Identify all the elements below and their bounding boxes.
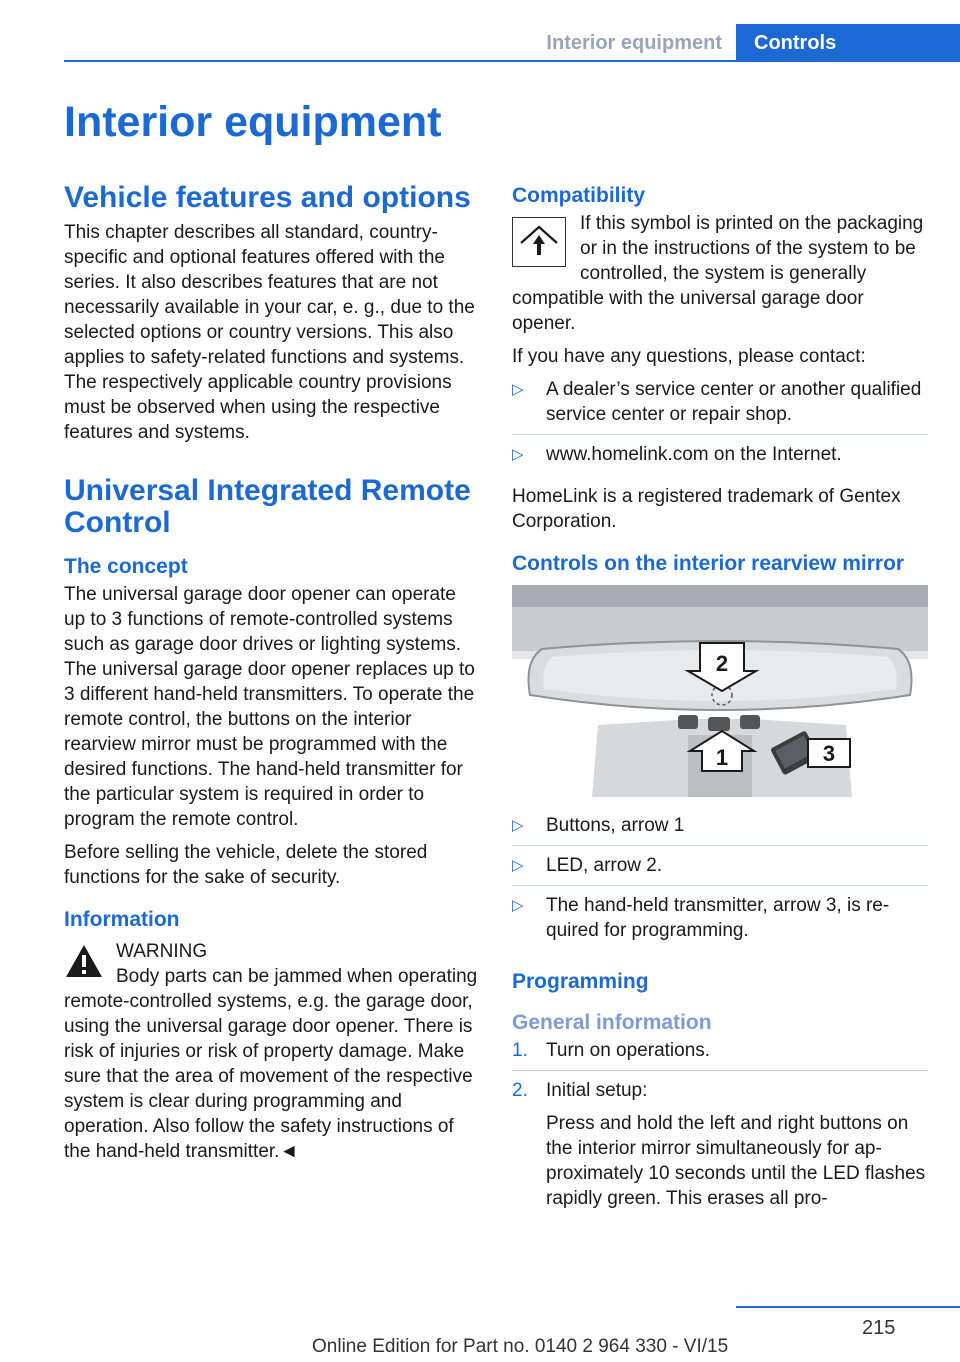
contact-text: If you have any questions, please contact:: [512, 346, 866, 367]
footer-rule: [736, 1306, 960, 1308]
controls-heading: Controls on the interior rearview mirror: [512, 552, 905, 575]
vehicle-features-text: This chapter describes all standard, country-specific and optional features offered with the series. It also describes features that are not necessarily available in your car, e. g., due to the selected options or country versions. This also applies to safety-related functions and systems. The respectively applicable country provisions must be observed when using the respective features and systems.: [64, 222, 475, 443]
compatibility-text: If this symbol is printed on the packaging or in the instructions of the system to be controlled, the system is generally compatible with the universal garage door opener.: [512, 213, 924, 334]
warning-label: WARNING: [116, 941, 208, 962]
vehicle-features-heading: Vehicle features and options: [64, 181, 471, 214]
triangle-bullet-icon: ▷: [512, 381, 524, 398]
triangle-bullet-icon: ▷: [512, 446, 524, 463]
compatibility-heading: Compatibility: [512, 184, 646, 207]
triangle-bullet-icon: ▷: [512, 857, 524, 874]
homelink-house-icon: [512, 217, 566, 267]
right-column: [512, 182, 928, 1225]
selling-text: Before selling the vehicle, delete the stored functions for the sake of security.: [64, 842, 428, 888]
concept-text: The universal garage door opener can operate up to 3 functions of remote-controlled systems such as garage door drives or lighting systems. The universal garage door opener replaces up to 3 different hand-held transmitters. To operate the remote control, the buttons on the interior rearview mirror must be programmed with the desired functions. The hand-held transmitter for the particular system is required in order to program the remote control.: [64, 584, 475, 830]
chapter-title: Interior equipment: [64, 98, 442, 146]
warning-block: [64, 939, 480, 1164]
trademark-text: HomeLink is a registered trademark of Gentex Corporation.: [512, 486, 901, 532]
list-item: 1. Turn on operations.: [512, 1038, 928, 1071]
controls-list: [512, 813, 928, 950]
concept-heading: The concept: [64, 555, 188, 578]
header-rule: [64, 60, 960, 62]
warning-triangle-icon: [64, 943, 104, 979]
steps-list: [512, 1038, 928, 1218]
edition-text: Online Edition for Part no. 0140 2 964 330 - VI/15: [312, 1336, 729, 1357]
list-item: ▷ LED, arrow 2.: [512, 853, 928, 886]
page-number: 215: [862, 1317, 896, 1339]
rearview-mirror-figure: [512, 585, 928, 797]
list-item: ▷ www.homelink.com on the Internet.: [512, 444, 842, 465]
figure-label-2: 2: [715, 651, 729, 676]
programming-heading: Programming: [512, 970, 649, 993]
list-item: ▷ The hand-held transmitter, arrow 3, is required for programming.: [512, 895, 890, 941]
general-information-heading: General information: [512, 1011, 712, 1034]
list-item: 2. Initial setup: Press and hold the left and right buttons on the interior mirror simultaneously for approximately 10 seconds until the LED flashes rapidly green. This erases all pro-: [512, 1078, 928, 1218]
step-detail: Press and hold the left and right buttons on the interior mirror simultaneously for approximately 10 seconds until the LED flashes rapidly green. This erases all pro-: [546, 1113, 926, 1209]
warning-text: Body parts can be jammed when operating remote-controlled systems, e.g. the garage door, using the universal garage door opener. There is risk of injuries or risk of property damage. Make sure that the area of movement of the respective system is clear during programming and operation. Also follow the safety instructions of the hand-held transmitter.◄: [64, 966, 478, 1162]
list-item: ▷ Buttons, arrow 1: [512, 813, 928, 846]
information-heading: Information: [64, 908, 180, 931]
contact-list: [512, 377, 928, 474]
header-tab-controls: Controls: [736, 24, 960, 62]
list-item: ▷ A dealer’s service center or another qualified service center or repair shop.: [512, 377, 928, 435]
left-column: [64, 182, 480, 1164]
triangle-bullet-icon: ▷: [512, 897, 524, 914]
header-section-title: Interior equipment: [546, 32, 722, 54]
figure-label-3: 3: [822, 741, 836, 766]
uirc-heading: Universal Integrated Remote Control: [64, 474, 471, 539]
triangle-bullet-icon: ▷: [512, 817, 524, 834]
figure-label-1: 1: [715, 745, 729, 770]
